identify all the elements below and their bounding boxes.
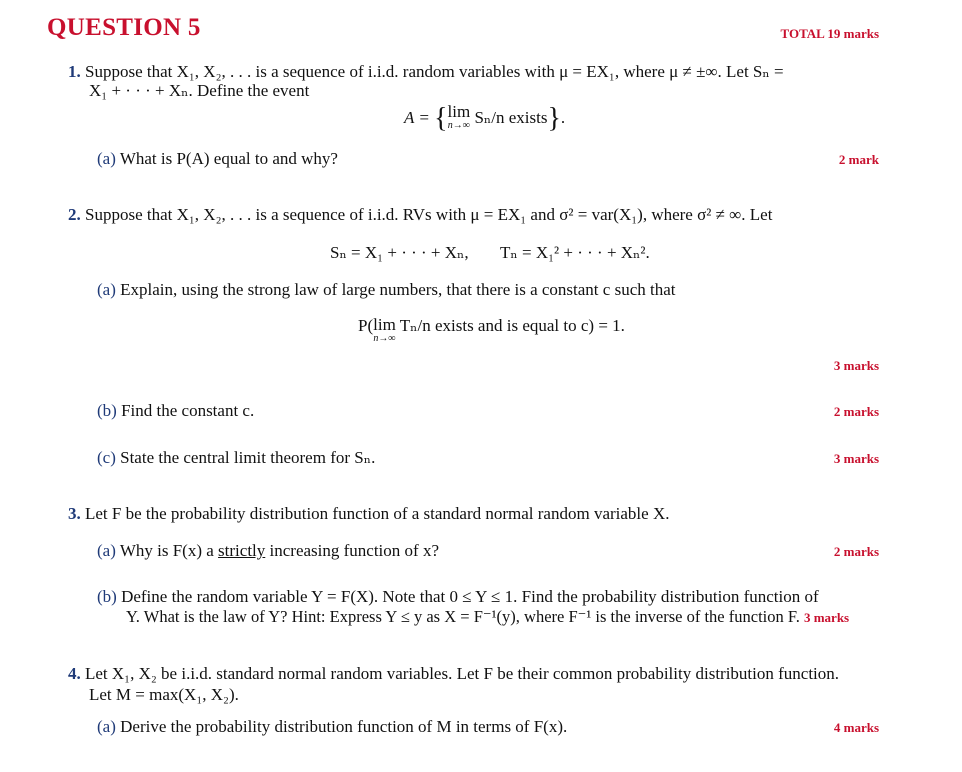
q2c-text: State the central limit theorem for Sₙ. [120, 448, 376, 467]
q2c-marks: 3 marks [833, 451, 879, 466]
question-title: QUESTION 5 [47, 14, 201, 41]
q1-event-equation: A = { lim n→∞ Sₙ/n exists}. [404, 102, 566, 134]
q2a-marks: 3 marks [833, 358, 879, 373]
q4-line2: Let M = max(X₁, X₂). [89, 685, 239, 704]
q1-number: 1. [68, 62, 81, 81]
q3b-line2 [126, 607, 849, 627]
q1a-text: What is P(A) equal to and why? [119, 149, 338, 168]
q3b-label: (b) [97, 587, 117, 606]
q1a-label: (a) [97, 149, 116, 168]
q2-line1 [68, 205, 772, 225]
q2a-eq-pre: P( [358, 316, 374, 335]
q3a-marks: 2 marks [833, 544, 879, 559]
q3b-text2: Y. What is the law of Y? Hint: Express Y ≤ y as X = F⁻¹(y), where F⁻¹ is the inverse of the function F. [126, 607, 800, 626]
q2a-text: Explain, using the strong law of large numbers, that there is a constant c such that [120, 280, 676, 299]
q1-line1 [68, 62, 784, 82]
q3-text: Let F be the probability distribution function of a standard normal random variable X. [85, 504, 670, 523]
q1-limit: lim n→∞ [447, 102, 471, 131]
q2c [97, 448, 375, 468]
q2a [97, 280, 675, 300]
q3a-text-post: increasing function of x? [269, 541, 439, 560]
q4-number: 4. [68, 664, 81, 683]
q3-line1 [68, 504, 669, 524]
q1a-marks: 2 mark [838, 152, 879, 167]
q4a-marks: 4 marks [833, 720, 879, 735]
q2a-limit: lim n→∞ [373, 315, 396, 344]
left-brace: { [434, 103, 448, 134]
q2b [97, 401, 254, 421]
q3b-text1: Define the random variable Y = F(X). Note that 0 ≤ Y ≤ 1. Find the probability distribution function of [121, 587, 819, 606]
q2b-label: (b) [97, 401, 117, 420]
q2b-marks: 2 marks [833, 404, 879, 419]
q4a-label: (a) [97, 717, 116, 736]
q3b-marks: 3 marks [803, 610, 850, 625]
q3-number: 3. [68, 504, 81, 523]
q3a-text-underlined: strictly [218, 541, 266, 560]
q2b-text: Find the constant c. [121, 401, 255, 420]
q2a-eq-post: Tₙ/n exists and is equal to c) = 1. [399, 316, 625, 335]
q2a-equation [358, 316, 625, 344]
q4-text: Let X₁, X₂ be i.i.d. standard normal random variables. Let F be their common probability distribution function. [85, 664, 840, 683]
q4a-text: Derive the probability distribution function of M in terms of F(x). [120, 717, 568, 736]
q3a-text-pre: Why is F(x) a [119, 541, 214, 560]
right-brace: } [547, 103, 561, 134]
q2-text: Suppose that X₁, X₂, . . . is a sequence of i.i.d. RVs with μ = EX₁ and σ² = var(X₁), where σ² ≠ ∞. Let [85, 205, 773, 224]
q1-eq-lhs: A = [404, 108, 430, 127]
q2a-label: (a) [97, 280, 116, 299]
q2-eq-t: Tₙ = X₁² + · · · + Xₙ². [500, 243, 650, 262]
q1-eq-body: Sₙ/n exists [474, 108, 548, 127]
q4a [97, 717, 567, 737]
q1-line2: X₁ + · · · + Xₙ. Define the event [89, 81, 310, 100]
q2-number: 2. [68, 205, 81, 224]
q3a [97, 541, 439, 561]
q1-text: Suppose that X₁, X₂, . . . is a sequence of i.i.d. random variables with μ = EX₁, where μ ≠ ±∞. Let Sₙ = [85, 62, 784, 81]
q2-eq-s: Sₙ = X₁ + · · · + Xₙ, [330, 243, 469, 262]
q2c-label: (c) [97, 448, 116, 467]
q3a-label: (a) [97, 541, 116, 560]
q4-line1 [68, 664, 839, 684]
total-marks: TOTAL 19 marks [780, 26, 879, 41]
q1a [97, 149, 338, 169]
q3b-line1 [97, 587, 819, 607]
